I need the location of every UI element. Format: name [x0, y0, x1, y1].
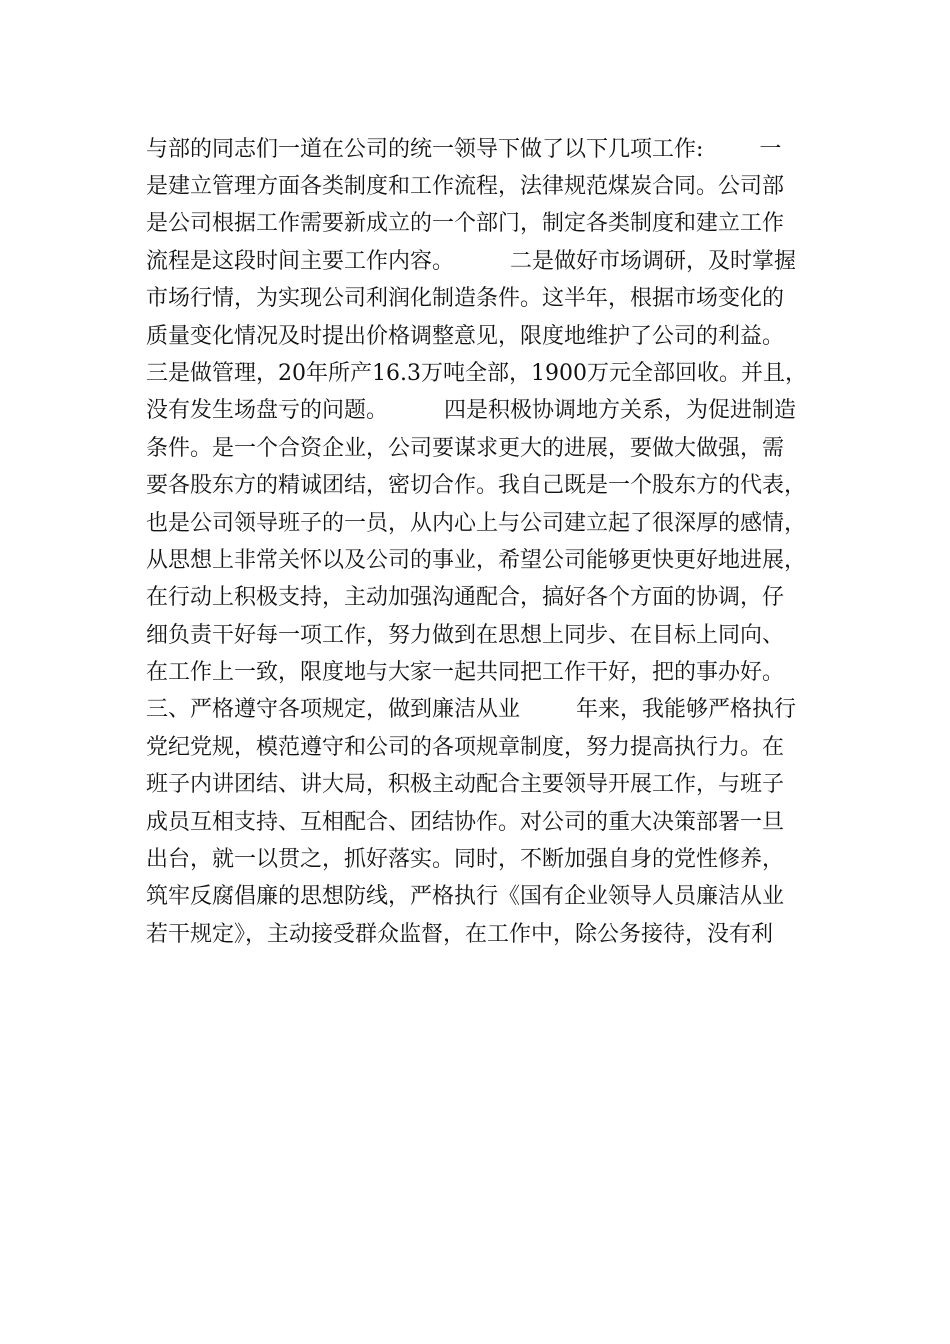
text-line: 筑牢反腐倡廉的思想防线，严格执行《国有企业领导人员廉洁从业 [146, 884, 785, 910]
text-line: 在行动上积极支持，主动加强沟通配合，搞好各个方面的协调，仔 [146, 585, 785, 611]
text-line: 条件。是一个合资企业，公司要谋求更大的进展，要做大做强，需 [146, 435, 785, 461]
text-line: 市场行情，为实现公司利润化制造条件。这半年，根据市场变化的 [146, 286, 785, 312]
text-line: 出台，就一以贯之，抓好落实。同时，不断加强自身的党性修养， [146, 847, 785, 873]
text-line: 细负责干好每一项工作，努力做到在思想上同步、在目标上同向、 [146, 622, 785, 648]
text-line: 在工作上一致，限度地与大家一起共同把工作干好，把的事办好。 [146, 660, 785, 686]
text-line: 没有发生场盘亏的问题。 四是积极协调地方关系，为促进制造 [146, 398, 796, 424]
text-line: 三、严格遵守各项规定，做到廉洁从业 年来，我能够严格执行 [146, 697, 796, 723]
text-line: 若干规定》，主动接受群众监督，在工作中，除公务接待，没有利 [146, 921, 774, 947]
text-line: 流程是这段时间主要工作内容。 二是做好市场调研，及时掌握 [146, 248, 796, 274]
text-line: 班子内讲团结、讲大局，积极主动配合主要领导开展工作，与班子 [146, 772, 785, 798]
text-line: 要各股东方的精诚团结，密切合作。我自己既是一个股东方的代表， [146, 473, 807, 499]
text-line: 从思想上非常关怀以及公司的事业，希望公司能够更快更好地进展， [146, 547, 807, 573]
text-line: 质量变化情况及时提出价格调整意见，限度地维护了公司的利益。 [146, 323, 785, 349]
text-line: 党纪党规，模范遵守和公司的各项规章制度，努力提高执行力。在 [146, 734, 785, 760]
text-line: 是建立管理方面各类制度和工作流程，法律规范煤炭合同。公司部 [146, 174, 785, 199]
text-line: 与部的同志们一道在公司的统一领导下做了以下几项工作: 一 [146, 137, 782, 162]
text-line: 是公司根据工作需要新成立的一个部门，制定各类制度和建立工作 [146, 211, 785, 237]
text-line: 成员互相支持、互相配合、团结协作。对公司的重大决策部署一旦 [146, 809, 785, 835]
text-line: 也是公司领导班子的一员，从内心上与公司建立起了很深厚的感情， [146, 510, 807, 536]
body-text [146, 131, 836, 953]
text-line: 三是做管理，20年所产16.3万吨全部，1900万元全部回收。并且， [146, 360, 807, 386]
